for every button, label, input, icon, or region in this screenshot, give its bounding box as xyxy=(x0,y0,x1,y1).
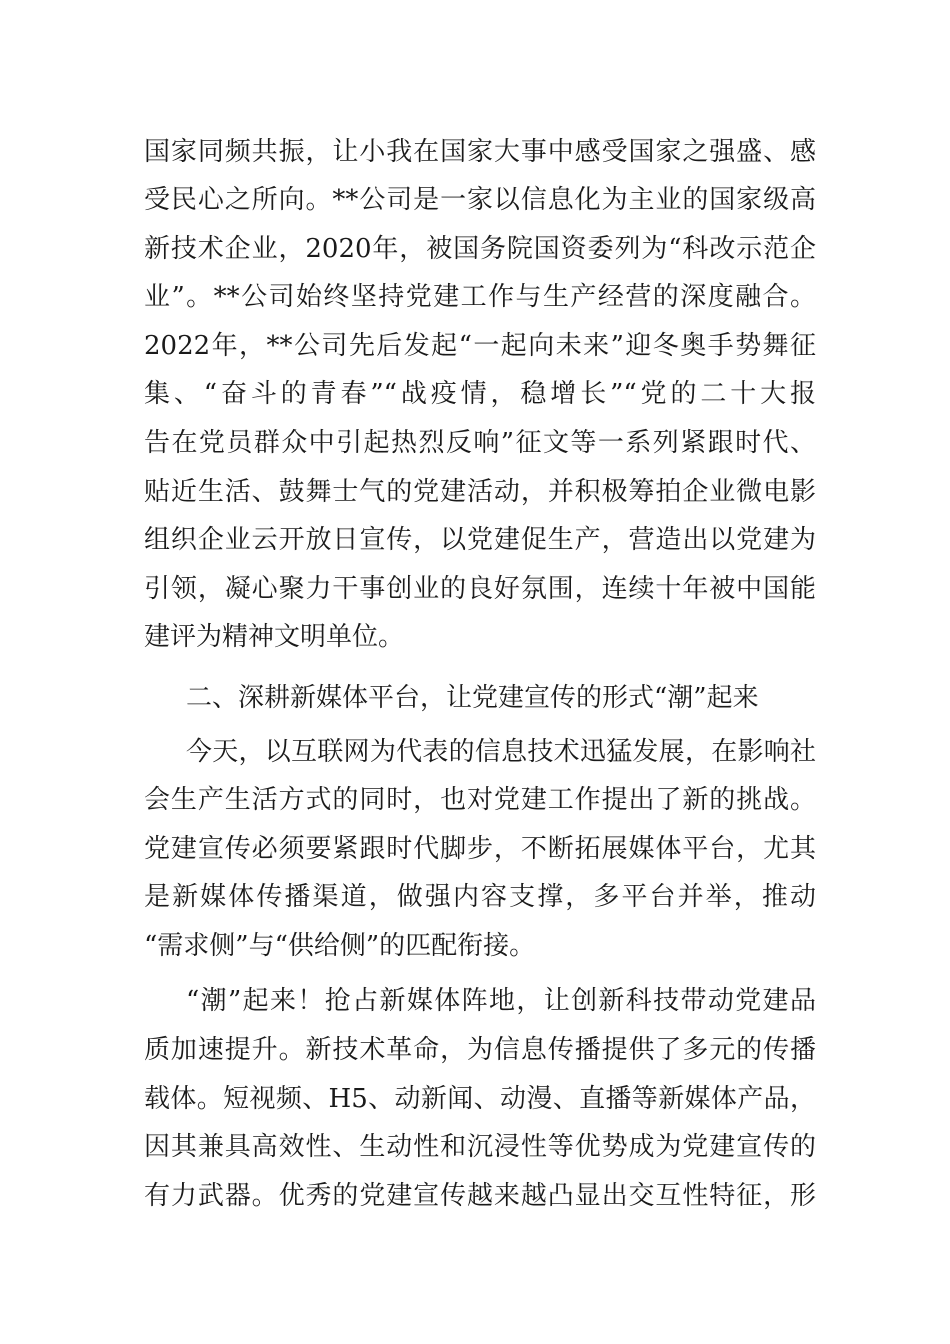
body-text-line: 2022年，**公司先后发起“一起向未来”迎冬奥手势舞征 xyxy=(144,331,816,361)
body-text-line: 组织企业云开放日宣传，以党建促生产，营造出以党建为 xyxy=(144,525,816,555)
body-text-line: 集、“奋斗的青春”“战疫情，稳增长”“党的二十大报 xyxy=(144,379,816,409)
body-text-line: 建评为精神文明单位。 xyxy=(144,622,405,652)
body-text-line: 党建宣传必须要紧跟时代脚步，不断拓展媒体平台，尤其 xyxy=(144,834,816,864)
body-text-line: 今天，以互联网为代表的信息技术迅猛发展，在影响社 xyxy=(186,737,816,767)
section-heading: 二、深耕新媒体平台，让党建宣传的形式“潮”起来 xyxy=(186,683,759,713)
body-text-line: 贴近生活、鼓舞士气的党建活动，并积极筹拍企业微电影 xyxy=(144,477,816,507)
body-text-line: 有力武器。优秀的党建宣传越来越凸显出交互性特征，形 xyxy=(144,1181,816,1211)
body-text-line: 会生产生活方式的同时，也对党建工作提出了新的挑战。 xyxy=(144,785,816,815)
body-text-line: 引领，凝心聚力干事创业的良好氛围，连续十年被中国能 xyxy=(144,574,816,604)
body-text-line: 告在党员群众中引起热烈反响”征文等一系列紧跟时代、 xyxy=(144,428,816,458)
body-text-line: 质加速提升。新技术革命，为信息传播提供了多元的传播 xyxy=(144,1035,816,1065)
body-text-line: 国家同频共振，让小我在国家大事中感受国家之强盛、感 xyxy=(144,137,816,167)
body-text-line: “潮”起来！抢占新媒体阵地，让创新科技带动党建品 xyxy=(186,986,816,1016)
body-text-line: “需求侧”与“供给侧”的匹配衔接。 xyxy=(144,931,536,961)
body-text-line: 受民心之所向。**公司是一家以信息化为主业的国家级高 xyxy=(144,185,816,215)
body-text-line: 载体。短视频、H5、动新闻、动漫、直播等新媒体产品， xyxy=(144,1084,816,1114)
body-text-line: 是新媒体传播渠道，做强内容支撑，多平台并举，推动 xyxy=(144,882,816,912)
body-text-line: 因其兼具高效性、生动性和沉浸性等优势成为党建宣传的 xyxy=(144,1132,816,1162)
body-text-line: 新技术企业，2020年，被国务院国资委列为“科改示范企 xyxy=(144,234,816,264)
body-text-line: 业”。**公司始终坚持党建工作与生产经营的深度融合。 xyxy=(144,282,816,312)
